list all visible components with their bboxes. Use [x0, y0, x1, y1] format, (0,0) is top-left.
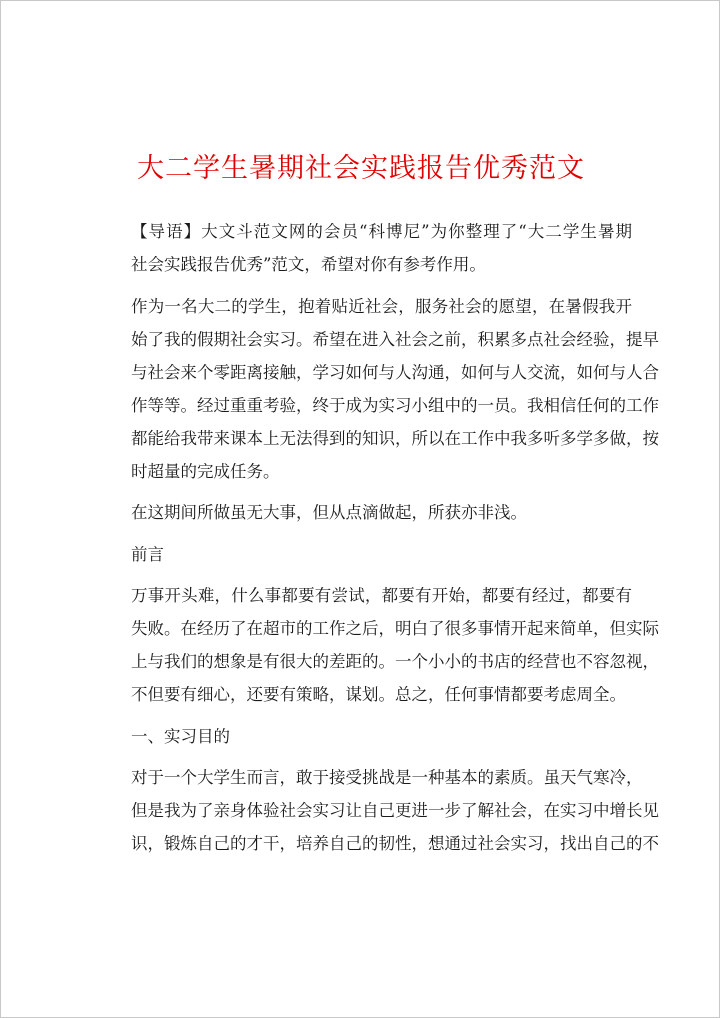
- section-heading-preface: [98, 538, 632, 571]
- text-line: 作为一名大二的学生，抱着贴近社会，服务社会的愿望，在暑假我开: [131, 296, 632, 316]
- text-line: 但是我为了亲身体验社会实习让自己更进一步了解社会，在实习中增长见: [131, 801, 659, 820]
- text-line: 前言: [131, 544, 164, 564]
- text-line: 【导语】大文斗范文网的会员“科博尼”为你整理了“大二学生暑期: [131, 222, 632, 241]
- text-line: 社会实践报告优秀”范文，希望对你有参考作用。: [131, 255, 486, 274]
- document-body: [98, 215, 659, 869]
- text-line: 上与我们的想象是有很大的差距的。一个小小的书店的经营也不容忽视，: [131, 652, 659, 671]
- text-line: 万事开头难，什么事都要有尝试，都要有开始，都要有经过，都要有: [131, 586, 632, 605]
- text-line: 识，锻炼自己的才干，培养自己的韧性，想通过社会实习，找出自己的不: [131, 834, 659, 853]
- text-line: 与社会来个零距离接触，学习如何与人沟通，如何与人交流，如何与人合: [131, 362, 659, 382]
- text-line: 都能给我带来课本上无法得到的知识，所以在工作中我多听多学多做，按: [131, 428, 659, 448]
- paragraph-1: [98, 290, 659, 488]
- paragraph-3: [98, 579, 659, 711]
- text-line: 不但要有细心，还要有策略，谋划。总之，任何事情都要考虑周全。: [131, 685, 626, 704]
- paragraph-2: [98, 496, 632, 529]
- paragraph-4: [98, 761, 659, 860]
- text-line: 始了我的假期社会实习。希望在进入社会之前，积累多点社会经验，提早: [131, 329, 659, 349]
- text-line: 作等等。经过重重考验，终于成为实习小组中的一员。我相信任何的工作: [131, 395, 659, 415]
- text-line: 在这期间所做虽无大事，但从点滴做起，所获亦非浅。: [131, 503, 527, 522]
- section-heading-purpose: [98, 720, 632, 753]
- text-line: 一、实习目的: [131, 726, 230, 746]
- text-line: 失败。在经历了在超市的工作之后，明白了很多事情开起来简单，但实际: [131, 619, 659, 638]
- document-title: 大二学生暑期社会实践报告优秀范文: [137, 153, 585, 184]
- paragraph-intro: [98, 215, 632, 281]
- text-line: 时超量的完成任务。: [131, 461, 280, 481]
- text-line: 对于一个大学生而言，敢于接受挑战是一种基本的素质。虽天气寒冷，: [131, 768, 643, 787]
